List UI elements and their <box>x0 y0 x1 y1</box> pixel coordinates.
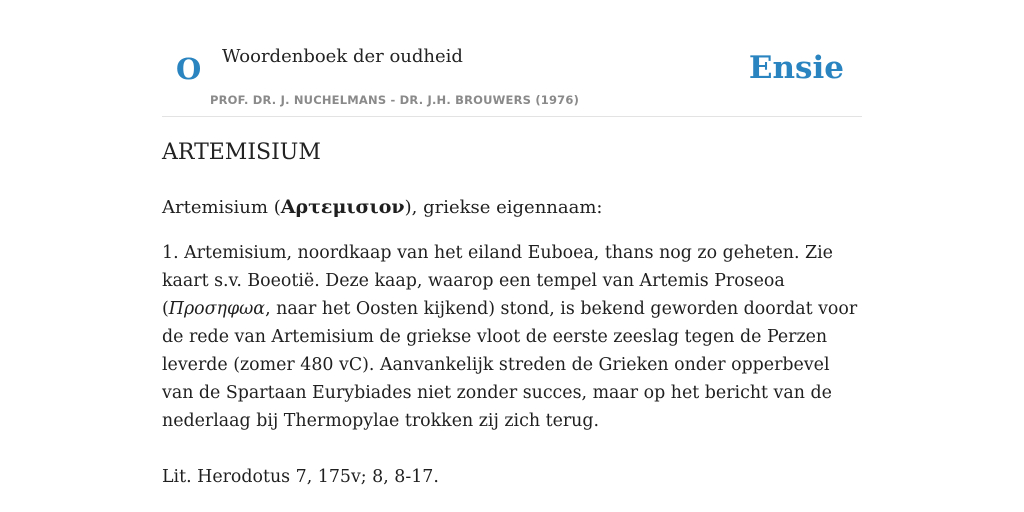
literature-reference: Lit. Herodotus 7, 175v; 8, 8-17. <box>162 467 439 487</box>
intro-name: Artemisium <box>162 197 268 218</box>
paragraph-part-a: 1. Artemisium, noordkaap van het eiland Euboea, thans nog zo geheten. Zie kaart s.v. Boeotië. Deze kaap, waarop een tempel van Artemis Proseoa ( <box>162 243 833 319</box>
intro-greek: Αρτεμισιον <box>280 196 405 218</box>
book-title[interactable]: Woordenboek der oudheid <box>222 46 463 67</box>
paragraph-greek: Προσηφωα <box>168 299 266 319</box>
paragraph-part-b: , naar het Oosten kijkend) stond, is bekend geworden doordat voor de rede van Artemisium de griekse vloot de eerste zeeslag tegen de Perzen leverde (zomer 480 vC). Aanvankelijk streden de Grieken onder opperbevel van de Spartaan Eurybiades niet zonder succes, maar op het bericht van de nederlaag bij Thermopylae trokken zij zich terug. <box>162 299 858 431</box>
intro-suffix: ), griekse eigennaam: <box>404 197 603 218</box>
letter-link[interactable]: O <box>176 52 202 86</box>
authors: PROF. DR. J. NUCHELMANS - DR. J.H. BROUWERS (1976) <box>210 93 580 107</box>
header <box>162 0 862 117</box>
page <box>162 0 862 487</box>
entry-paragraph <box>162 239 862 435</box>
brand-logo[interactable]: Ensie <box>748 50 844 86</box>
entry-title: ARTEMISIUM <box>162 140 321 165</box>
entry-intro: Artemisium (Αρτεμισιον), griekse eigennaam: <box>162 196 603 218</box>
